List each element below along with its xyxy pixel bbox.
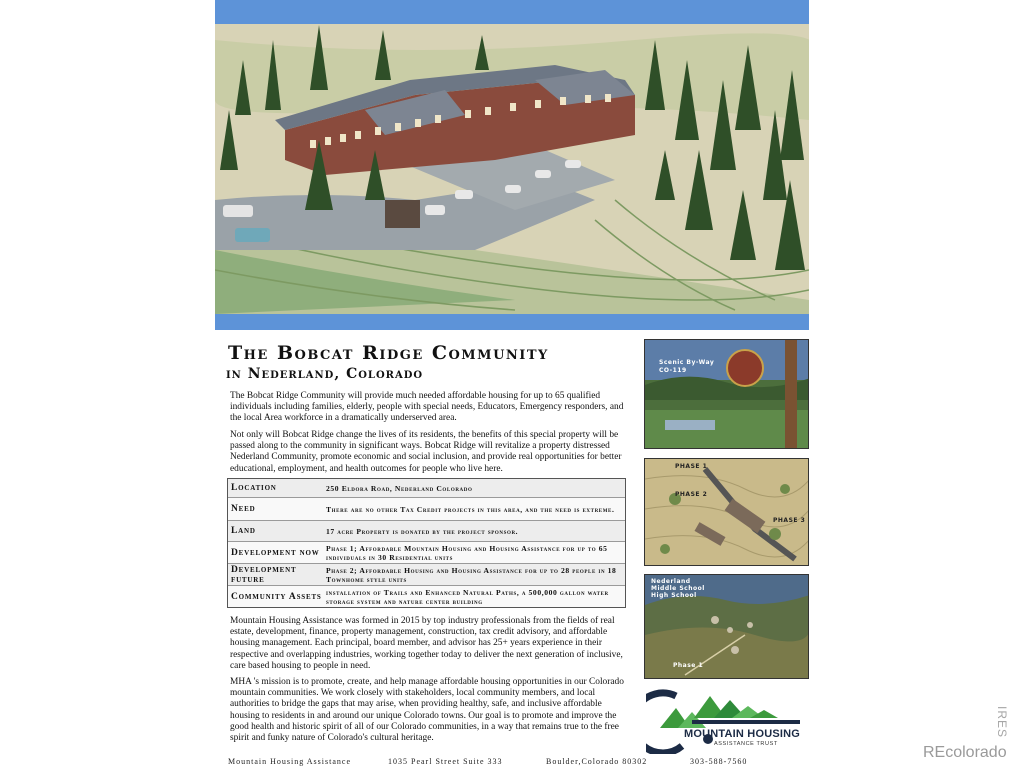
phase2-label: PHASE 2 (675, 491, 708, 498)
brand-watermark: REcolorado (923, 744, 1007, 761)
logo-tagline: ASSISTANCE TRUST (714, 741, 778, 747)
project-info-table (227, 478, 626, 608)
info-label: Community Assets (231, 591, 322, 602)
footer-phone: 303-588-7560 (690, 757, 748, 766)
mission-paragraph: MHA 's mission is to promote, create, and help manage affordable housing opportunities in our Colorado mountain communities. We work closely with stakeholders, local community members, and local authorities to bridge the gaps that may arise, when providing healthy, safe, and inclusive affordable housing to residents in and around our unique Colorado towns. Our goal is to promote and improve the good health and historic spirit of all of our Colorado communities, in a way that remains true to the free spirit and funky nature of Colorado's cultural heritage. (230, 677, 624, 744)
footer-org: Mountain Housing Assistance (228, 757, 351, 766)
scenic-label-line1: Scenic By-Way (659, 359, 715, 366)
school-label-line2: Middle School (651, 585, 705, 592)
info-row-need (228, 498, 625, 521)
hero-illustration (215, 0, 809, 330)
intro-paragraph: The Bobcat Ridge Community will provide much needed affordable housing for up to 65 qualified individuals including families, elderly, people with special needs, Educators, Emergency responders, and the local Area workforce in a dramatically underserved area. (230, 391, 624, 424)
info-value: 250 Eldora Road, Nederland Colorado (326, 483, 473, 493)
info-value: Phase 2; Affordable Housing and Housing Assistance for up to 28 people in 18 Townhome style units (326, 565, 617, 584)
info-row-location (228, 479, 625, 498)
footer-city: Boulder,Colorado 80302 (546, 757, 648, 766)
page-title: The Bobcat Ridge Community (228, 342, 549, 364)
hero-rendering-image (215, 0, 809, 330)
school-label-line1: Nederland (651, 578, 691, 585)
info-row-development-future (228, 564, 625, 586)
info-label: Location (231, 483, 277, 493)
info-row-community-assets (228, 586, 625, 607)
info-value: Phase 1; Affordable Mountain Housing and Housing Assistance for up to 65 individuals in 30 Residential units (326, 543, 608, 562)
info-row-land (228, 521, 625, 542)
info-label: Development now (231, 547, 320, 558)
info-value: 17 acre Property is donated by the project sponsor. (326, 526, 519, 536)
school-label-line3: High School (651, 592, 697, 599)
page-subtitle: in Nederland, Colorado (226, 366, 424, 382)
side-watermark: IRES (995, 706, 1009, 739)
scenic-byway-photo (644, 339, 809, 449)
phase3-label: PHASE 3 (773, 517, 806, 524)
logo-name: MOUNTAIN HOUSING (684, 728, 801, 740)
school-phase-label: Phase 1 (673, 662, 704, 669)
scenic-byway-image (645, 340, 809, 449)
scenic-label-line2: CO-119 (659, 367, 687, 374)
site-plan-image (645, 459, 809, 566)
about-paragraph: Mountain Housing Assistance was formed in 2015 by top industry professionals from the fields of real estate, development, finance, property management, construction, tax credit advisory, and affordable housing management. Each principal, board member, and advisor has 25+ years experience in their respective and overlapping industries, working together today to deliver the next generation of inclusive, care based housing to people in need. (230, 616, 623, 671)
site-plan-photo (644, 458, 809, 566)
footer-address: 1035 Pearl Street Suite 333 (388, 757, 503, 766)
info-value: There are no other Tax Credit projects in this area, and the need is extreme. (326, 504, 615, 514)
info-value: installation of Trails and Enhanced Natural Paths, a 500,000 gallon water storage system and nature center building (326, 587, 609, 606)
benefits-paragraph: Not only will Bobcat Ridge change the lives of its residents, the benefits of this special property will be passed along to the community in significant ways. Bobcat Ridge will revitalize a property distressed Nederland Community, promote economic and social inclusion, and provide real opportunities for better educational, employment, and health outcomes for people who live here. (230, 430, 622, 474)
school-aerial-photo (644, 574, 809, 679)
phase1-label: PHASE 1 (675, 463, 708, 470)
footer (228, 757, 788, 767)
info-label: Land (231, 526, 256, 536)
info-label: Need (231, 504, 256, 514)
info-row-development-now (228, 542, 625, 564)
info-label: Development future (231, 564, 297, 585)
